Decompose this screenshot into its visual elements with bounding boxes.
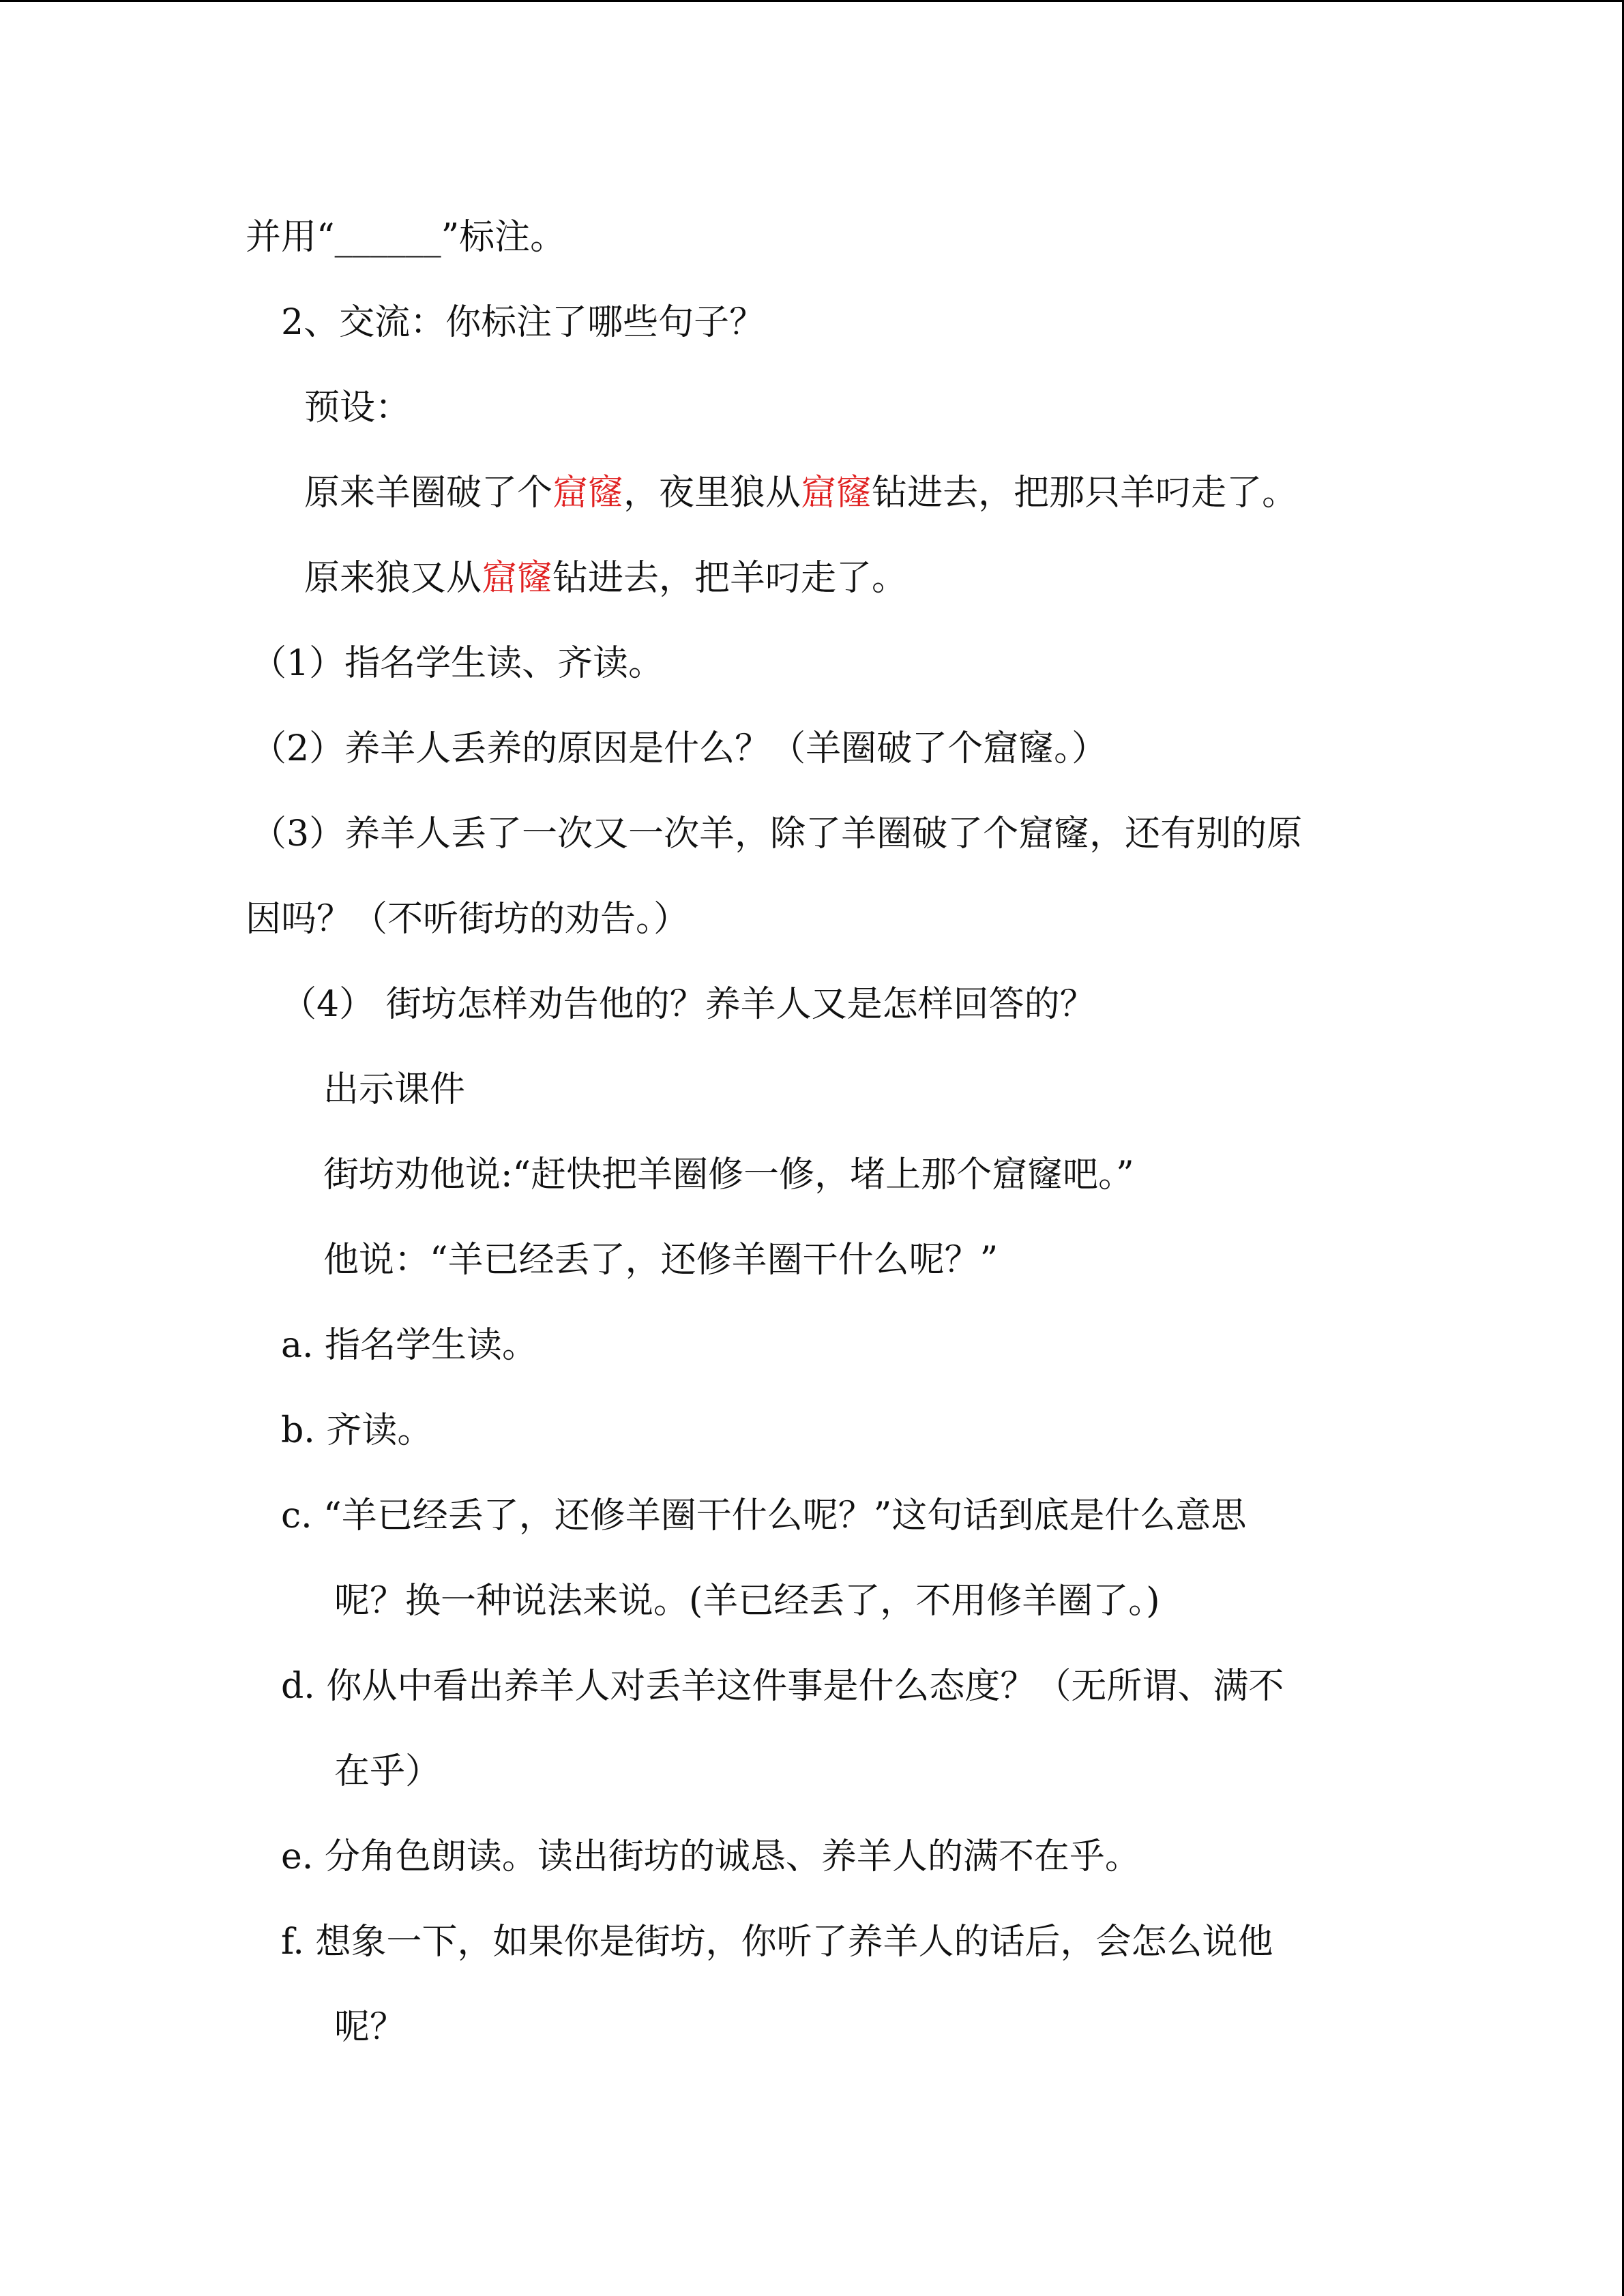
text-line-11: 出示课件: [323, 1069, 466, 1110]
text-line-2: 2、交流：你标注了哪些句子？: [281, 302, 765, 343]
text-line-12: 街坊劝他说:“赶快把羊圈修一修，堵上那个窟窿吧。”: [323, 1154, 1134, 1195]
text-line-3: 预设：: [304, 387, 411, 428]
highlight-word: 窟窿: [552, 473, 624, 513]
text-line-1: 并用“______”标注。: [246, 217, 566, 258]
text-line-6: （1）指名学生读、齐读。: [251, 643, 664, 684]
text-line-18: d. 你从中看出养羊人对丢羊这件事是什么态度？（无所谓、满不: [281, 1666, 1284, 1707]
text-line-13: 他说：“羊已经丢了，还修羊圈干什么呢？”: [323, 1240, 999, 1281]
page-top-border: [0, 0, 1624, 2]
text-line-4: [304, 471, 1297, 515]
text-line-10: （4） 街坊怎样劝告他的？养羊人又是怎样回答的？: [281, 984, 1095, 1025]
text-segment: 钻进去，把那只羊叼走了。: [872, 473, 1298, 513]
text-line-14: a. 指名学生读。: [281, 1325, 538, 1366]
text-line-17: 呢？换一种说法来说。(羊已经丢了，不用修羊圈了。): [334, 1581, 1160, 1622]
text-segment: 原来羊圈破了个: [304, 473, 553, 513]
text-line-9: 因吗？（不听街坊的劝告。）: [246, 899, 690, 940]
text-line-7: （2）养羊人丢养的原因是什么？（羊圈破了个窟窿。）: [251, 728, 1108, 769]
highlight-word: 窟窿: [482, 558, 553, 599]
text-line-22: 呢？: [334, 2007, 406, 2048]
highlight-word: 窟窿: [801, 473, 872, 513]
text-segment: 原来狼又从: [304, 558, 482, 599]
text-line-8: （3）养羊人丢了一次又一次羊，除了羊圈破了个窟窿，还有别的原: [251, 814, 1303, 854]
text-line-15: b. 齐读。: [281, 1410, 433, 1451]
text-segment: 钻进去，把羊叼走了。: [552, 558, 908, 599]
text-line-5: [304, 556, 907, 600]
text-line-21: f. 想象一下，如果你是街坊，你听了养羊人的话后，会怎么说他: [281, 1922, 1273, 1963]
text-line-20: e. 分角色朗读。读出街坊的诚恳、养羊人的满不在乎。: [281, 1836, 1140, 1877]
text-segment: ，夜里狼从: [623, 473, 801, 513]
text-line-19: 在乎）: [334, 1751, 441, 1792]
text-line-16: c. “羊已经丢了，还修羊圈干什么呢？”这句话到底是什么意思: [281, 1495, 1247, 1536]
